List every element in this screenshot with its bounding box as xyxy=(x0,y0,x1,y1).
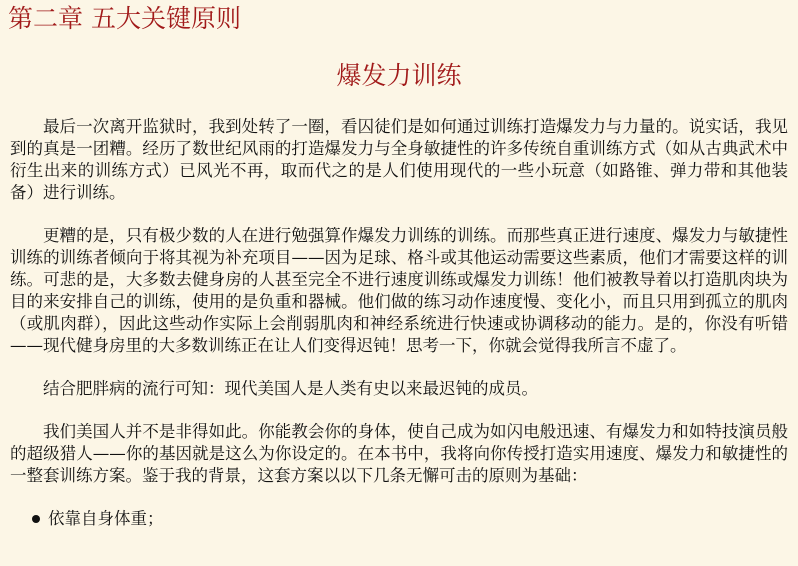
list-item xyxy=(48,508,788,530)
list-item-text: 依靠自身体重； xyxy=(48,509,164,528)
principles-list xyxy=(10,508,788,530)
paragraph-4: 我们美国人并不是非得如此。你能教会你的身体，使自己成为如闪电般迅速、有爆发力和如特技演员般的超级猎人——你的基因就是这么为你设定的。在本书中，我将向你传授打造实用速度、爆发力和敏捷性的一整套训练方案。鉴于我的背景，这套方案以以下几条无懈可击的原则为基础： xyxy=(10,422,788,485)
body-text xyxy=(10,116,788,530)
paragraph-1: 最后一次离开监狱时，我到处转了一圈，看囚徒们是如何通过训练打造爆发力与力量的。说实话，我见到的真是一团糟。经历了数世纪风雨的打造爆发力与全身敏捷性的许多传统自重训练方式（如从古典武术中衍生出来的训练方式）已风光不再，取而代之的是人们使用现代的一些小玩意（如路锥、弹力带和其他装备）进行训练。 xyxy=(10,117,788,202)
section-title: 爆发力训练 xyxy=(336,61,462,90)
paragraph-2: 更糟的是，只有极少数的人在进行勉强算作爆发力训练的训练。而那些真正进行速度、爆发力与敏捷性训练的训练者倾向于将其视为补充项目——因为足球、格斗或其他运动需要这些素质，他们才需要这样的训练。可悲的是，大多数去健身房的人甚至完全不进行速度训练或爆发力训练！他们被教导着以打造肌肉块为目的来安排自己的训练，使用的是负重和器械。他们做的练习动作速度慢、变化小，而且只用到孤立的肌肉（或肌肉群），因此这些动作实际上会削弱肌肉和神经系统进行快速或协调移动的能力。是的，你没有听错——现代健身房里的大多数训练正在让人们变得迟钝！思考一下，你就会觉得我所言不虚了。 xyxy=(10,226,788,355)
chapter-title: 第二章 五大关键原则 xyxy=(8,4,241,33)
paragraph-3: 结合肥胖病的流行可知：现代美国人是人类有史以来最迟钝的成员。 xyxy=(43,379,538,398)
bullet-icon xyxy=(32,515,40,523)
